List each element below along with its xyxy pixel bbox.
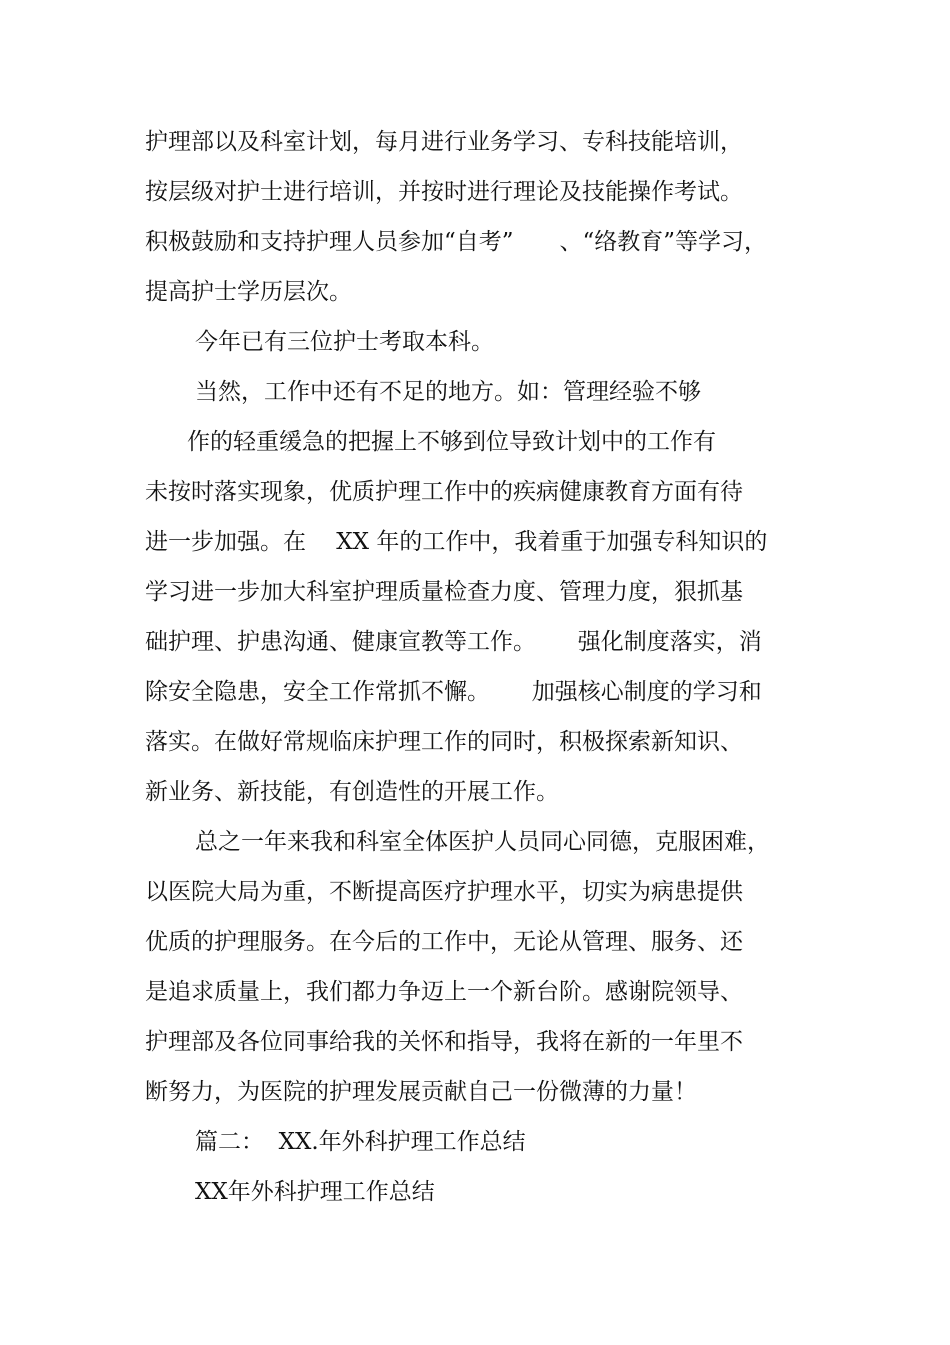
body-line: 提高护士学历层次。 <box>145 279 352 305</box>
body-line: 积极鼓励和支持护理人员参加“自考” 、“络教育”等学习， <box>145 229 768 255</box>
body-line: 新业务、新技能，有创造性的开展工作。 <box>145 779 559 805</box>
paragraph-line: 当然，工作中还有不足的地方。如：管理经验不够 <box>195 379 701 405</box>
section-heading: 篇二： XX.年外科护理工作总结 <box>195 1129 526 1155</box>
body-line: 以医院大局为重，不断提高医疗护理水平，切实为病患提供 <box>145 879 743 905</box>
paragraph-line: 总之一年来我和科室全体医护人员同心同德，克服困难， <box>195 829 770 855</box>
body-line: 护理部及各位同事给我的关怀和指导，我将在新的一年里不 <box>145 1029 743 1055</box>
body-line: 未按时落实现象，优质护理工作中的疾病健康教育方面有待 <box>145 479 743 505</box>
body-line: 进一步加强。在 XX 年的工作中，我着重于加强专科知识的 <box>145 529 768 555</box>
body-line: 落实。在做好常规临床护理工作的同时，积极探索新知识、 <box>145 729 743 755</box>
body-line: 断努力，为医院的护理发展贡献自己一份微薄的力量！ <box>145 1079 697 1105</box>
body-line: 是追求质量上，我们都力争迈上一个新台阶。感谢院领导、 <box>145 979 743 1005</box>
body-line: 护理部以及科室计划，每月进行业务学习、专科技能培训， <box>145 129 743 155</box>
paragraph-line: 今年已有三位护士考取本科。 <box>195 329 494 355</box>
section-title: XX年外科护理工作总结 <box>195 1179 435 1205</box>
body-line: 除安全隐患，安全工作常抓不懈。 加强核心制度的学习和 <box>145 679 762 705</box>
body-line: 作的轻重缓急的把握上不够到位导致计划中的工作有 <box>187 429 716 455</box>
body-line: 按层级对护士进行培训，并按时进行理论及技能操作考试。 <box>145 179 743 205</box>
body-line: 础护理、护患沟通、健康宣教等工作。 强化制度落实，消 <box>145 629 762 655</box>
body-line: 学习进一步加大科室护理质量检查力度、管理力度，狠抓基 <box>145 579 743 605</box>
body-line: 优质的护理服务。在今后的工作中，无论从管理、服务、还 <box>145 929 743 955</box>
